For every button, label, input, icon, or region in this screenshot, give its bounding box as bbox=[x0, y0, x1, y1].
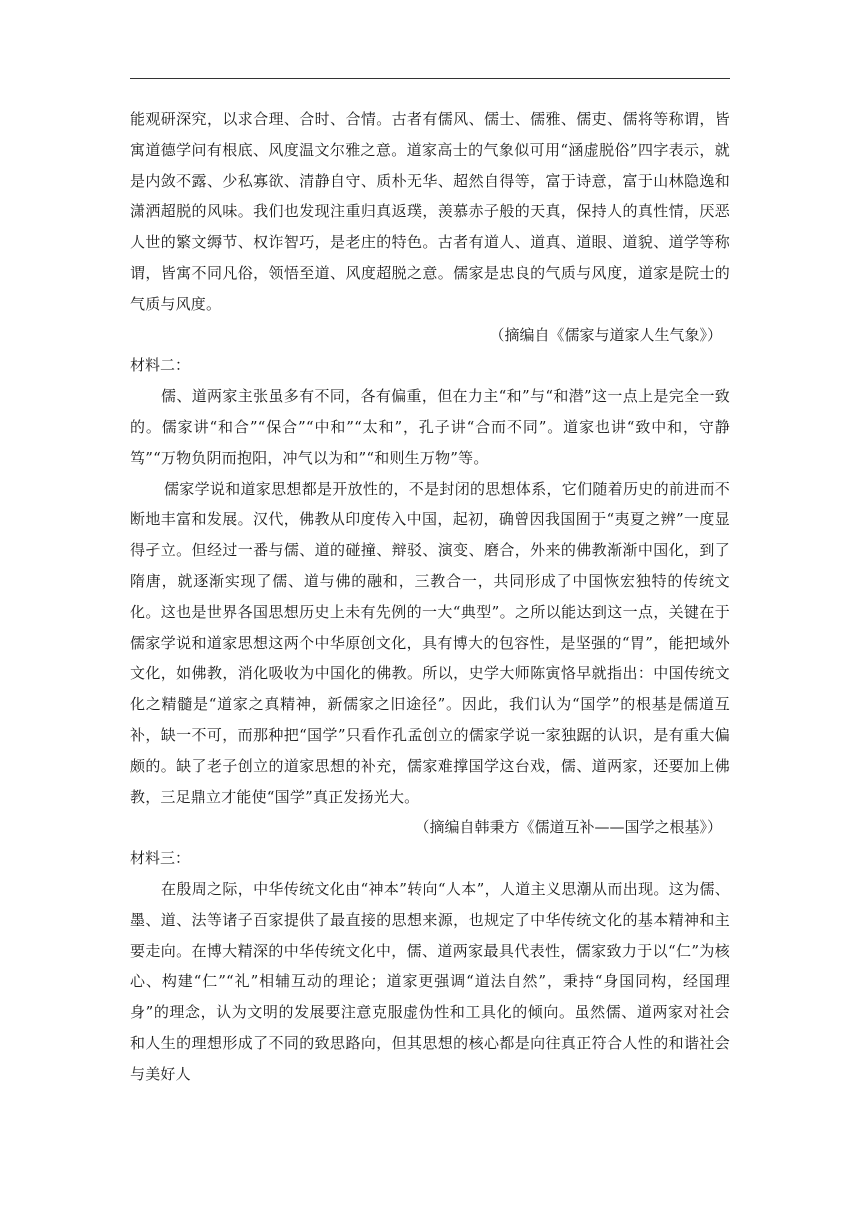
source-citation-2: （摘编自韩秉方《儒道互补——国学之根基》） bbox=[414, 818, 722, 837]
material-two-heading: 材料二： bbox=[130, 356, 191, 375]
paragraph-material-two-1: 儒、道两家主张虽多有不同，各有偏重，但在力主“和”与“和潜”这一点上是完全一致的。儒家讲“和合”“保合”“中和”“太和”，孔子讲“合而不同”。道家也讲“致中和，守静笃”“万物负阴而抱阳，冲气以为和”“和则生万物”等。 bbox=[130, 387, 730, 467]
document-body bbox=[130, 104, 730, 1090]
material-three-heading: 材料三： bbox=[130, 849, 191, 868]
header-rule bbox=[130, 78, 730, 79]
paragraph-continued: 能观研深究，以求合理、合时、合情。古者有儒风、儒士、儒雅、儒吏、儒将等称谓，皆寓道德学问有根底、风度温文尔雅之意。道家高士的气象似可用“涵虚脱俗”四字表示，就是内敛不露、少私寡欲、清静自守、质朴无华、超然自得等，富于诗意，富于山林隐逸和潇洒超脱的风味。我们也发现注重归真返璞，羡慕赤子般的天真，保持人的真性情，厌恶人世的繁文缛节、权诈智巧，是老庄的特色。古者有道人、道真、道眼、道貌、道学等称谓，皆寓不同凡俗，领悟至道、风度超脱之意。儒家是忠良的气质与风度，道家是院士的气质与风度。 bbox=[130, 110, 730, 313]
paragraph-material-three-1: 在殷周之际，中华传统文化由“神本”转向“人本”，人道主义思潮从而出现。这为儒、墨、道、法等诸子百家提供了最直接的思想来源，也规定了中华传统文化的基本精神和主要走向。在博大精深的中华传统文化中，儒、道两家最具代表性，儒家致力于以“仁”为核心、构建“仁”“礼”相辅互动的理论；道家更强调“道法自然”，秉持“身国同构，经国理身”的理念，认为文明的发展要注意克服虚伪性和工具化的倾向。虽然儒、道两家对社会和人生的理想形成了不同的致思路向，但其思想的核心都是向往真正符合人性的和谐社会与美好人 bbox=[130, 879, 730, 1083]
paragraph-material-two-2: 儒家学说和道家思想都是开放性的，不是封闭的思想体系，它们随着历史的前进而不断地丰富和发展。汉代，佛教从印度传入中国，起初，确曾因我国囿于“夷夏之辨”一度显得孑立。但经过一番与儒、道的碰撞、辩驳、演变、磨合，外来的佛教渐渐中国化，到了隋唐，就逐渐实现了儒、道与佛的融和，三教合一，共同形成了中国恢宏独特的传统文化。这也是世界各国思想历史上未有先例的一大“典型”。之所以能达到这一点，关键在于儒家学说和道家思想这两个中华原创文化，具有博大的包容性，是坚强的“胃”，能把域外文化，如佛教，消化吸收为中国化的佛教。所以，史学大师陈寅恪早就指出：中国传统文化之精髓是“道家之真精神，新儒家之旧途径”。因此，我们认为“国学”的根基是儒道互补，缺一不可，而那种把“国学”只看作孔孟创立的儒家学说一家独踞的认识，是有重大偏颇的。缺了老子创立的道家思想的补充，儒家难撑国学这台戏，儒、道两家，还要加上佛教，三足鼎立才能使“国学”真正发扬光大。 bbox=[130, 479, 730, 806]
source-citation-1: （摘编自《儒家与道家人生气象》） bbox=[489, 325, 722, 344]
